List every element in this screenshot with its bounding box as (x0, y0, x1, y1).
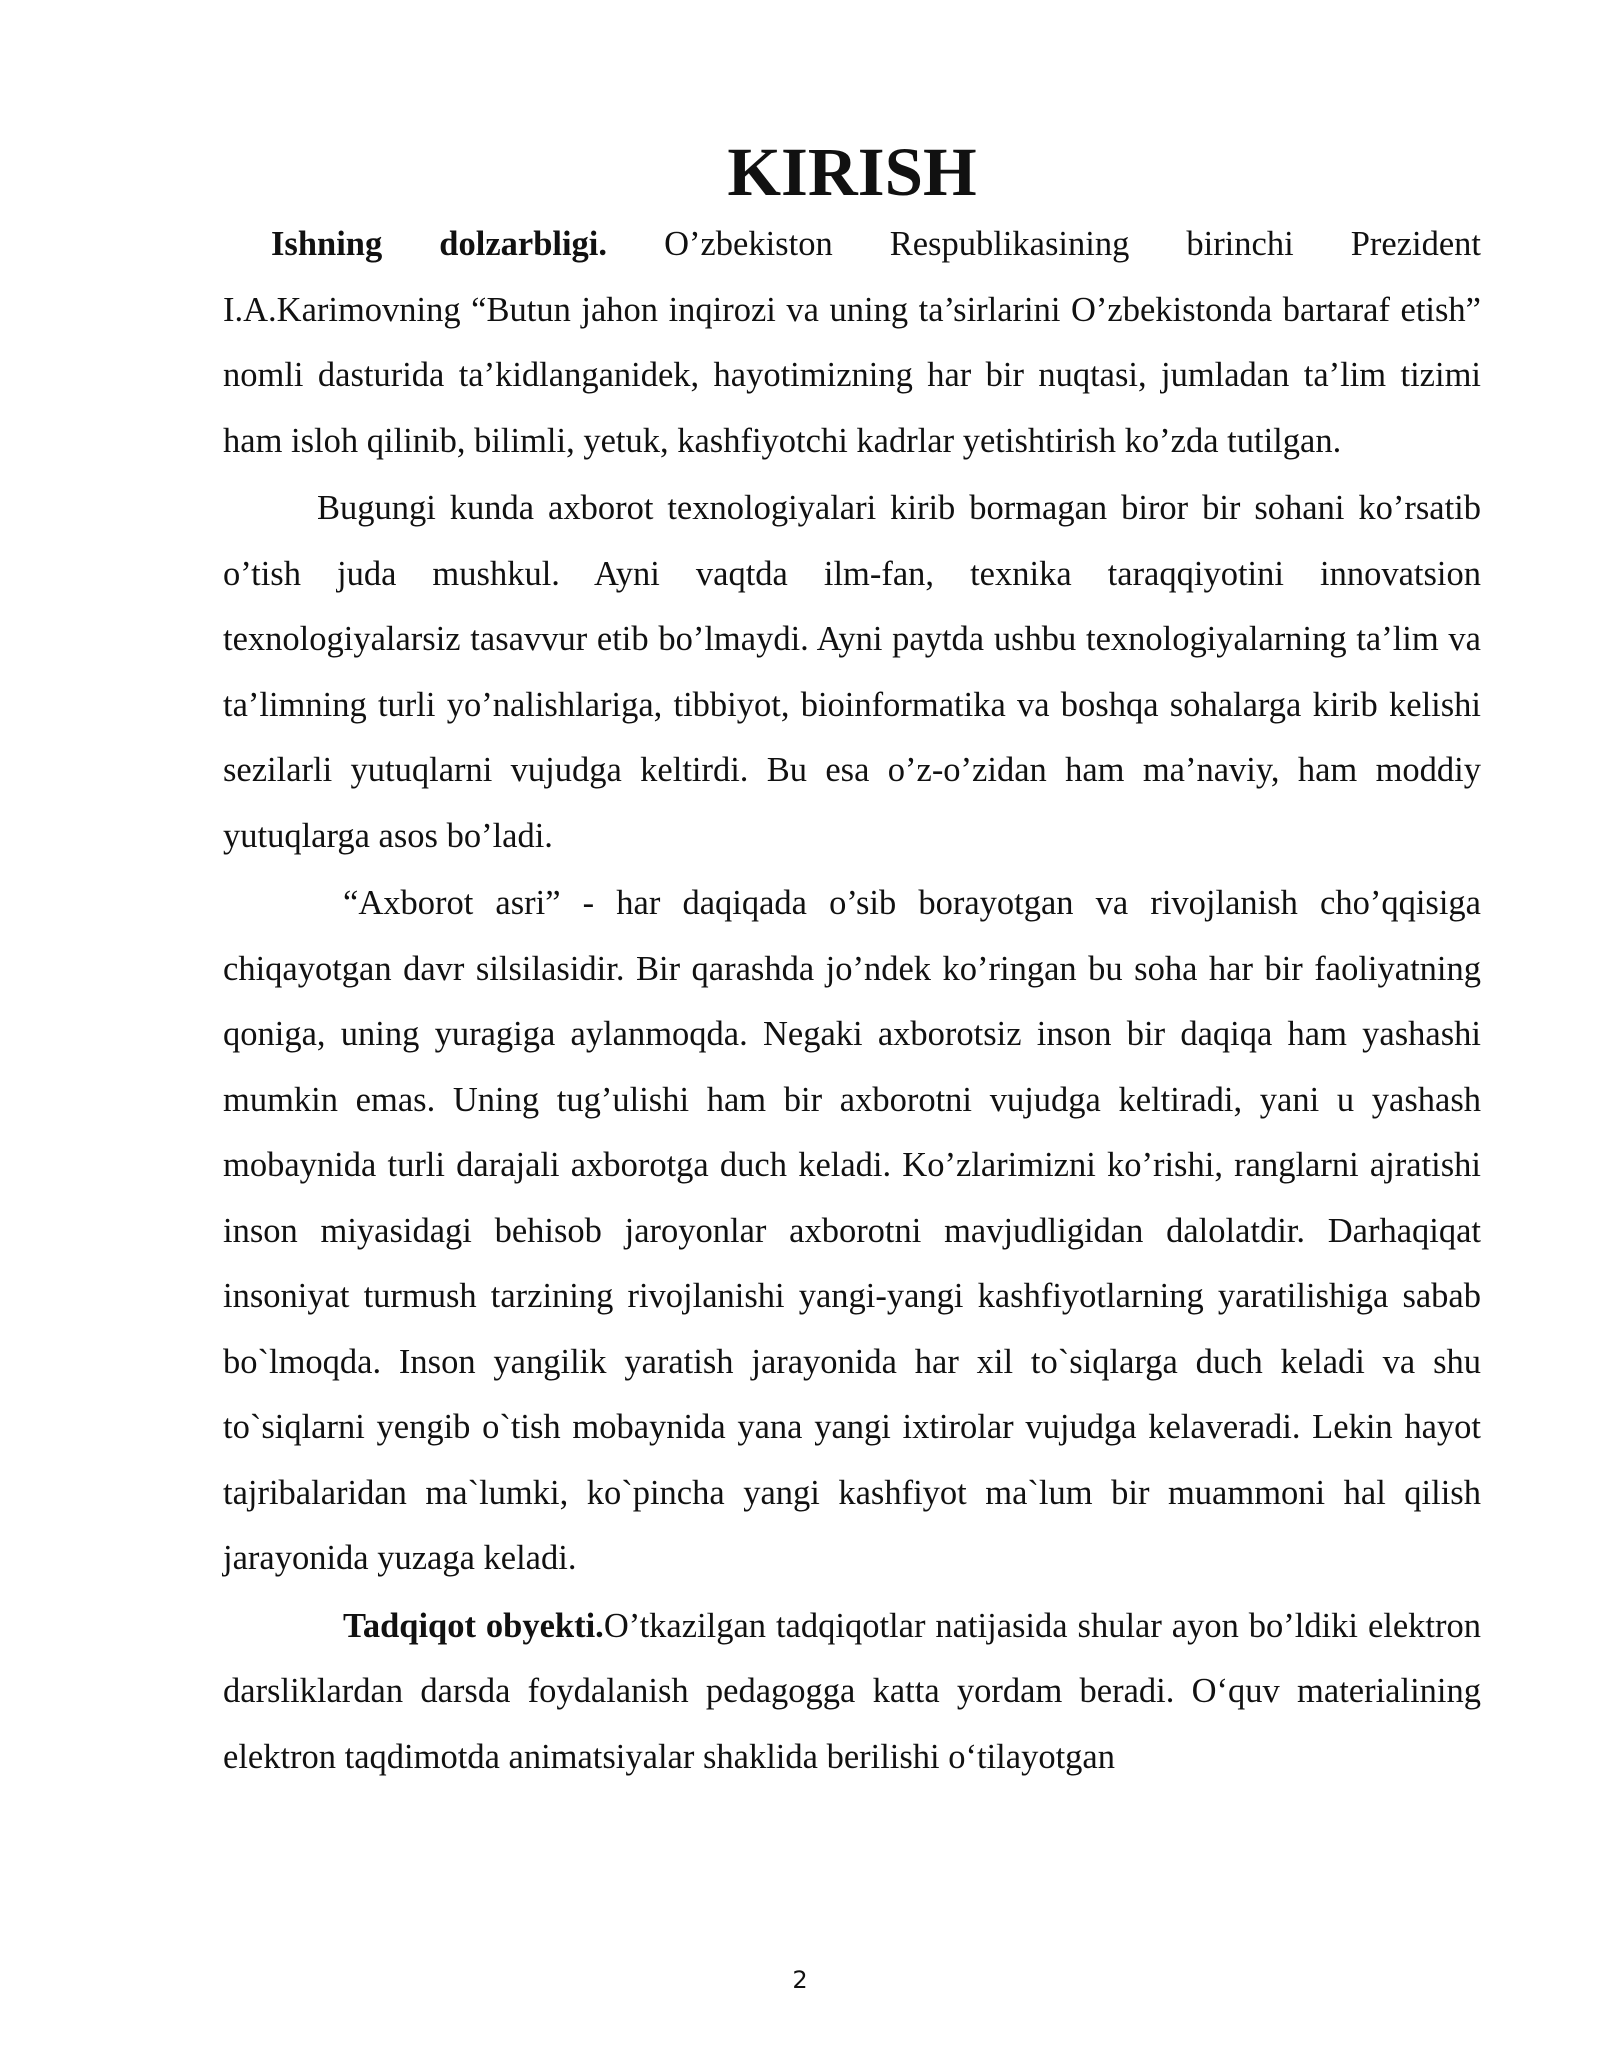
paragraph-relevance (223, 212, 1481, 474)
paragraph-text-it-today: Bugungi kunda axborot texnologiyalari kirib bormagan biror bir sohani ko’rsatib o’tish juda mushkul. Ayni vaqtda ilm-fan, texnika taraqqiyotini innovatsion texnologiyalarsiz tasavvur etib bo’lmaydi. Ayni paytda ushbu texnologiyalarning ta’lim va ta’limning turli yo’nalishlariga, tibbiyot, bioinformatika va boshqa sohalarga kirib kelishi sezilarli yutuqlarni vujudga keltirdi. Bu esa o’z-o’zidan ham ma’naviy, ham moddiy yutuqlarga asos bo’ladi. (223, 489, 1481, 855)
paragraph-text-research-object: O’tkazilgan tadqiqotlar natijasida shular ayon bo’ldiki elektron darsliklardan darsda foydalanish pedagogga katta yordam beradi. O‘quv materialining elektron taqdimotda animatsiyalar shaklida berilishi o‘tilayotgan (223, 1606, 1481, 1776)
paragraph-research-object (223, 1594, 1481, 1791)
document-body (223, 134, 1481, 1790)
paragraph-information-age (223, 871, 1481, 1592)
paragraph-text-relevance: O’zbekiston Respublikasining birinchi Prezident I.A.Karimovning “Butun jahon inqirozi va uning ta’sirlarini O’zbekistonda bartaraf etish” nomli dasturida ta’kidlanganidek, hayotimizning har bir nuqtasi, jumladan ta’lim tizimi ham isloh qilinib, bilimli, yetuk, kashfiyotchi kadrlar yetishtirish ko’zda tutilgan. (223, 225, 1481, 460)
page-title: KIRISH (727, 134, 977, 210)
paragraph-text-information-age: “Axborot asri” - har daqiqada o’sib borayotgan va rivojlanish cho’qqisiga chiqayotgan davr silsilasidir. Bir qarashda jo’ndek ko’ringan bu soha har bir faoliyatning qoniga, uning yuragiga aylanmoqda. Negaki axborotsiz inson bir daqiqa ham yashashi mumkin emas. Uning tug’ulishi ham bir axborotni vujudga keltiradi, yani u yashash mobaynida turli darajali axborotga duch keladi. Ko’zlarimizni ko’rishi, ranglarni ajratishi inson miyasidagi behisob jaroyonlar axborotni mavjudligidan dalolatdir. Darhaqiqat insoniyat turmush tarzining rivojlanishi yangi-yangi kashfiyotlarning yaratilishiga sabab bo`lmoqda. Inson yangilik yaratish jarayonida har xil to`siqlarga duch keladi va shu to`siqlarni yengib o`tish mobaynida yana yangi ixtirolar vujudga kelaveradi. Lekin hayot tajribalaridan ma`lumki, ko`pincha yangi kashfiyot ma`lum bir muammoni hal qilish jarayonida yuzaga keladi. (223, 884, 1481, 1577)
paragraph-lead-relevance: Ishning dolzarbligi. (271, 225, 608, 263)
paragraph-it-today (223, 476, 1481, 869)
page-number: 2 (792, 1966, 808, 1994)
paragraph-lead-research-object: Tadqiqot obyekti. (343, 1606, 604, 1645)
